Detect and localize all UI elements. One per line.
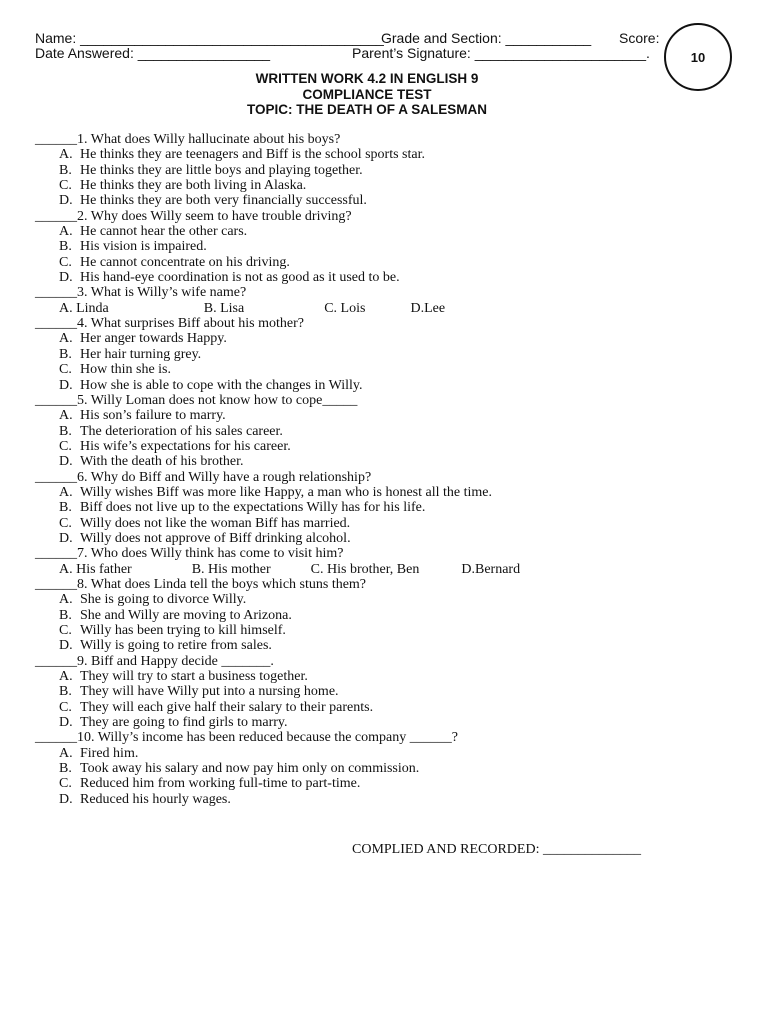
question-9: ______9. Biff and Happy decide _______. xyxy=(35,653,274,669)
option-6-c xyxy=(35,516,735,531)
option-letter: D. xyxy=(59,791,73,807)
question-3: ______3. What is Willy’s wife name? xyxy=(35,285,247,301)
option-letter: B. xyxy=(59,761,72,777)
option-9-b xyxy=(35,684,735,699)
inline-option-c: C. Lois xyxy=(324,300,366,316)
inline-option-d: D.Lee xyxy=(410,300,446,316)
option-text: He thinks they are both living in Alaska. xyxy=(80,178,307,194)
question-4: ______4. What surprises Biff about his mother? xyxy=(35,316,304,332)
option-text: Her anger towards Happy. xyxy=(80,331,227,347)
option-5-c xyxy=(35,439,735,454)
option-8-a xyxy=(35,592,735,607)
option-text: His vision is impaired. xyxy=(80,239,207,255)
option-8-b xyxy=(35,608,735,623)
question-10: ______10. Willy’s income has been reduced because the company ______? xyxy=(35,730,458,746)
option-letter: B. xyxy=(59,500,72,516)
option-text: Willy does not approve of Biff drinking alcohol. xyxy=(80,530,351,546)
option-letter: D. xyxy=(59,715,73,731)
option-9-c xyxy=(35,700,735,715)
option-letter: C. xyxy=(59,623,72,638)
option-2-c xyxy=(35,255,735,270)
option-6-b xyxy=(35,500,735,515)
option-text: Reduced his hourly wages. xyxy=(80,791,231,807)
inline-option-b: B. His mother xyxy=(191,561,271,577)
grade-section-field: Grade and Section: ___________ xyxy=(381,30,592,46)
option-text: He thinks they are little boys and playing together. xyxy=(80,162,363,178)
option-text: He thinks they are teenagers and Biff is the school sports star. xyxy=(80,147,425,163)
option-letter: B. xyxy=(59,423,72,439)
option-6-a xyxy=(35,485,735,500)
question-6: ______6. Why do Biff and Willy have a rough relationship? xyxy=(35,469,372,485)
option-4-b xyxy=(35,347,735,362)
option-text: With the death of his brother. xyxy=(80,454,244,470)
option-10-a xyxy=(35,746,735,761)
option-letter: C. xyxy=(59,362,72,378)
inline-option-a: A. Linda xyxy=(59,300,109,316)
inline-options-3 xyxy=(35,301,735,316)
option-text: Willy does not like the woman Biff has married. xyxy=(80,515,351,531)
option-letter: C. xyxy=(59,515,72,531)
option-text: They will have Willy put into a nursing home. xyxy=(80,684,339,700)
option-letter: A. xyxy=(59,408,73,424)
inline-option-b: B. Lisa xyxy=(203,300,245,316)
question-list xyxy=(35,132,735,807)
option-text: Fired him. xyxy=(80,745,139,761)
question-2: ______2. Why does Willy seem to have trouble driving? xyxy=(35,208,352,224)
option-5-d xyxy=(35,454,735,469)
complied-recorded-field: COMPLIED AND RECORDED: ______________ xyxy=(352,842,641,857)
option-letter: B. xyxy=(59,346,72,362)
option-letter: A. xyxy=(59,592,73,608)
inline-options-7 xyxy=(35,562,735,577)
title-line-2: COMPLIANCE TEST xyxy=(302,86,432,102)
option-letter: D. xyxy=(59,193,73,209)
option-4-d xyxy=(35,378,735,393)
option-text: He cannot concentrate on his driving. xyxy=(80,254,290,270)
option-letter: A. xyxy=(59,669,73,685)
date-answered-field: Date Answered: _________________ xyxy=(35,45,271,61)
option-text: His wife’s expectations for his career. xyxy=(80,438,291,454)
option-letter: C. xyxy=(59,438,72,454)
option-text: Reduced him from working full-time to part-time. xyxy=(80,776,361,792)
question-5: ______5. Willy Loman does not know how to cope_____ xyxy=(35,392,358,408)
option-10-d xyxy=(35,792,735,807)
option-10-c xyxy=(35,776,735,791)
option-text: Willy wishes Biff was more like Happy, a man who is honest all the time. xyxy=(80,484,492,500)
option-letter: D. xyxy=(59,638,73,654)
parent-signature-field: Parent’s Signature: ______________________. xyxy=(352,45,650,61)
option-letter: B. xyxy=(59,684,72,700)
question-1: ______1. What does Willy hallucinate about his boys? xyxy=(35,132,341,147)
option-4-a xyxy=(35,331,735,346)
option-1-d xyxy=(35,193,735,208)
option-text: How thin she is. xyxy=(80,362,171,378)
option-text: He thinks they are both very financially successful. xyxy=(80,193,367,209)
option-5-a xyxy=(35,408,735,423)
option-8-d xyxy=(35,638,735,653)
option-2-a xyxy=(35,224,735,239)
option-letter: C. xyxy=(59,699,72,715)
option-text: Biff does not live up to the expectations Willy has for his life. xyxy=(80,500,426,516)
score-label: Score: xyxy=(619,30,660,46)
option-letter: A. xyxy=(59,224,73,240)
option-text: The deterioration of his sales career. xyxy=(80,423,283,439)
option-1-b xyxy=(35,163,735,178)
option-text: They will try to start a business together. xyxy=(80,669,308,685)
option-9-d xyxy=(35,715,735,730)
option-letter: A. xyxy=(59,745,73,761)
option-letter: B. xyxy=(59,607,72,623)
option-text: His son’s failure to marry. xyxy=(80,408,226,424)
option-text: She and Willy are moving to Arizona. xyxy=(80,607,292,623)
option-10-b xyxy=(35,761,735,776)
option-6-d xyxy=(35,531,735,546)
option-letter: B. xyxy=(59,162,72,178)
option-2-b xyxy=(35,239,735,254)
option-text: His hand-eye coordination is not as good as it used to be. xyxy=(80,270,400,286)
question-8: ______8. What does Linda tell the boys which stuns them? xyxy=(35,576,367,592)
option-9-a xyxy=(35,669,735,684)
option-letter: D. xyxy=(59,270,73,286)
inline-option-a: A. His father xyxy=(59,561,132,577)
option-letter: B. xyxy=(59,239,72,255)
option-letter: A. xyxy=(59,331,73,347)
title-line-3: TOPIC: THE DEATH OF A SALESMAN xyxy=(246,102,487,117)
option-text: They will each give half their salary to their parents. xyxy=(80,699,374,715)
option-text: They are going to find girls to marry. xyxy=(80,715,288,731)
question-7: ______7. Who does Willy think has come to visit him? xyxy=(35,546,344,562)
option-4-c xyxy=(35,362,735,377)
option-5-b xyxy=(35,424,735,439)
inline-option-c: C. His brother, Ben xyxy=(310,561,420,577)
option-letter: C. xyxy=(59,776,72,792)
option-1-c xyxy=(35,178,735,193)
title-line-1: WRITTEN WORK 4.2 IN ENGLISH 9 xyxy=(255,71,479,86)
option-text: Took away his salary and now pay him only on commission. xyxy=(80,761,420,777)
option-letter: C. xyxy=(59,254,72,270)
option-text: Her hair turning grey. xyxy=(80,346,202,362)
score-value: 10 xyxy=(690,49,706,65)
option-text: Willy has been trying to kill himself. xyxy=(80,623,286,638)
title-block xyxy=(0,71,734,118)
option-letter: D. xyxy=(59,530,73,546)
option-1-a xyxy=(35,147,735,162)
option-text: He cannot hear the other cars. xyxy=(80,224,248,240)
option-2-d xyxy=(35,270,735,285)
option-letter: D. xyxy=(59,377,73,393)
option-text: How she is able to cope with the changes in Willy. xyxy=(80,377,363,393)
inline-option-d: D.Bernard xyxy=(461,561,521,577)
option-letter: A. xyxy=(59,147,73,163)
option-text: Willy is going to retire from sales. xyxy=(80,638,272,654)
option-text: She is going to divorce Willy. xyxy=(80,592,247,608)
option-letter: C. xyxy=(59,178,72,194)
option-letter: D. xyxy=(59,454,73,470)
option-8-c xyxy=(35,623,735,638)
name-field: Name: _______________________________________ xyxy=(35,30,384,46)
option-letter: A. xyxy=(59,484,73,500)
